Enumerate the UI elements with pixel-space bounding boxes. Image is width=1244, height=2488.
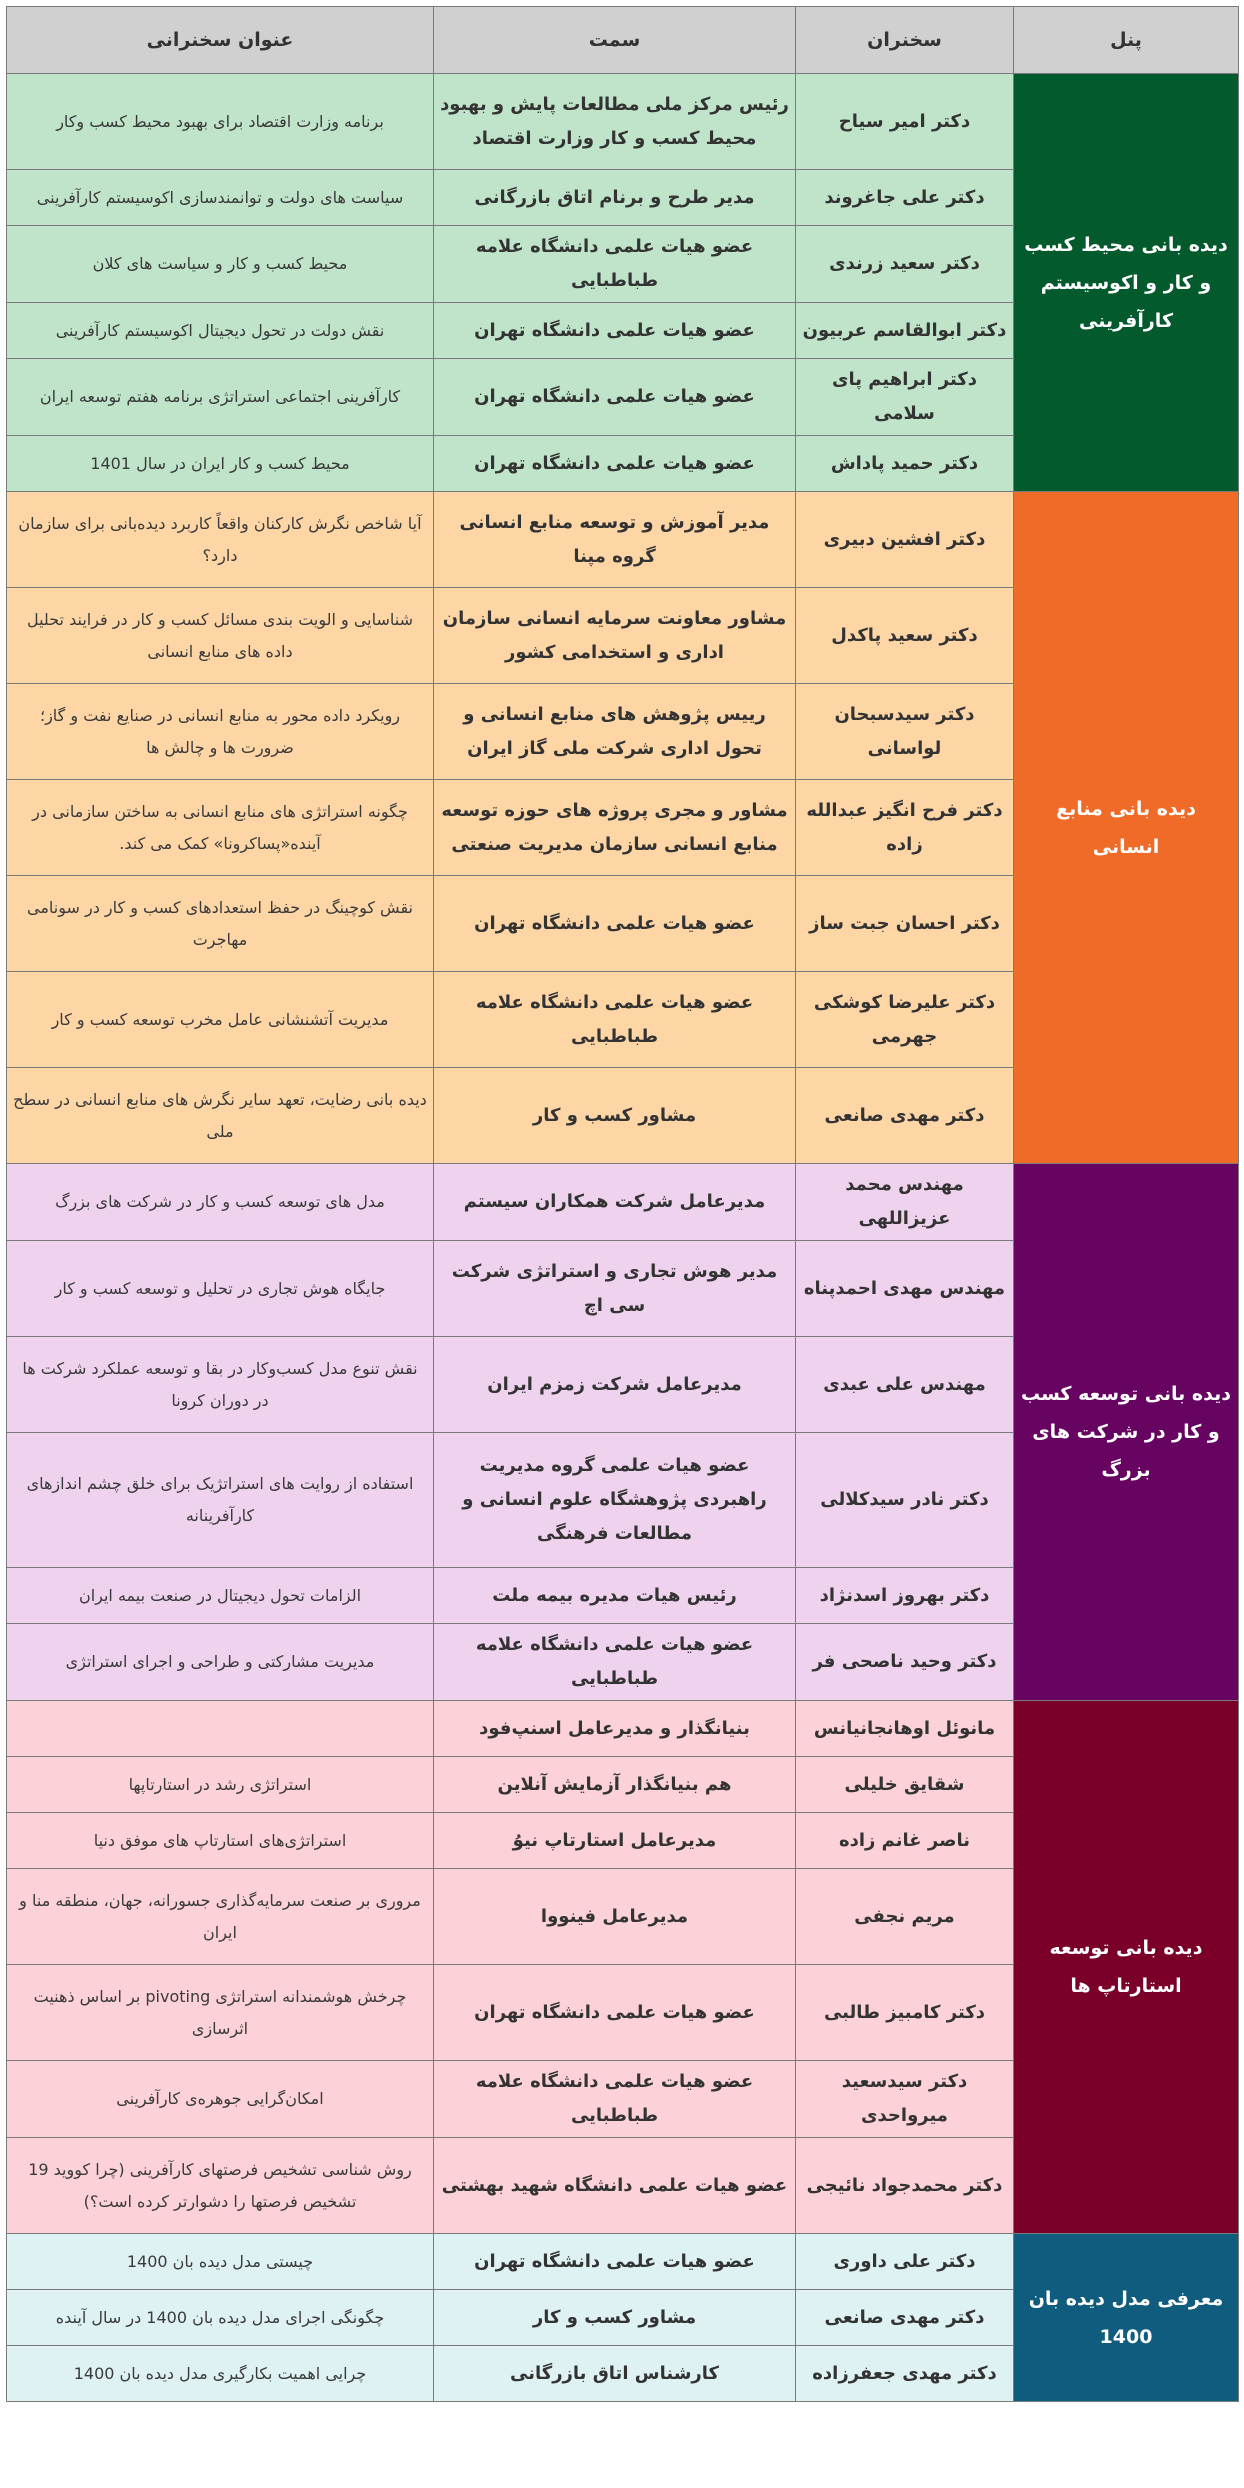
position-cell: مشاور کسب و کار	[434, 1068, 796, 1164]
topic-cell: چگونه استراتژی های منابع انسانی به ساختن سازمانی در آینده«پساکرونا» کمک می کند.	[7, 780, 434, 876]
topic-cell: چرخش هوشمندانه استراتژی pivoting بر اساس ذهنیت اثرسازی	[7, 1965, 434, 2061]
position-cell: عضو هیات علمی دانشگاه علامه طباطبایی	[434, 226, 796, 303]
schedule-table	[6, 6, 1239, 2402]
topic-cell: استراتژی رشد در استارتاپها	[7, 1757, 434, 1813]
header-panel: پنل	[1014, 7, 1239, 74]
speaker-cell: دکتر علیرضا کوشکی جهرمی	[796, 972, 1014, 1068]
position-cell: عضو هیات علمی دانشگاه علامه طباطبایی	[434, 1624, 796, 1701]
speaker-cell: دکتر محمدجواد نائیجی	[796, 2138, 1014, 2234]
position-cell: عضو هیات علمی دانشگاه تهران	[434, 359, 796, 436]
topic-cell: مدل های توسعه کسب و کار در شرکت های بزرگ	[7, 1164, 434, 1241]
topic-cell: چیستی مدل دیده بان 1400	[7, 2234, 434, 2290]
schedule-body	[7, 74, 1239, 2402]
topic-cell: مدیریت آتشنشانی عامل مخرب توسعه کسب و کار	[7, 972, 434, 1068]
topic-cell: برنامه وزارت اقتصاد برای بهبود محیط کسب وکار	[7, 74, 434, 170]
speaker-cell: دکتر علی جاغروند	[796, 170, 1014, 226]
topic-cell: رویکرد داده محور به منابع انسانی در صنایع نفت و گاز؛ ضرورت ها و چالش ها	[7, 684, 434, 780]
speaker-cell: دکتر علی داوری	[796, 2234, 1014, 2290]
speaker-cell: دکتر وحید ناصحی فر	[796, 1624, 1014, 1701]
topic-cell: آیا شاخص نگرش کارکنان واقعاً کاربرد دیده‌بانی برای سازمان دارد؟	[7, 492, 434, 588]
speaker-cell: دکتر نادر سیدکلالی	[796, 1433, 1014, 1568]
speaker-cell: دکتر ابراهیم پای سلامی	[796, 359, 1014, 436]
position-cell: مدیر آموزش و توسعه منابع انسانی گروه مپنا	[434, 492, 796, 588]
table-row	[7, 74, 1239, 170]
speaker-cell: مهندس مهدی احمدپناه	[796, 1241, 1014, 1337]
topic-cell: امکان‌گرایی جوهره‌ی کارآفرینی	[7, 2061, 434, 2138]
speaker-cell: شقایق خلیلی	[796, 1757, 1014, 1813]
topic-cell: نقش دولت در تحول دیجیتال اکوسیستم کارآفرینی	[7, 303, 434, 359]
position-cell: مدیرعامل شرکت همکاران سیستم	[434, 1164, 796, 1241]
speaker-cell: دکتر سعید زرندی	[796, 226, 1014, 303]
speaker-cell: دکتر کامبیز طالبی	[796, 1965, 1014, 2061]
position-cell: مشاور معاونت سرمایه انسانی سازمان اداری و استخدامی کشور	[434, 588, 796, 684]
topic-cell: شناسایی و الویت بندی مسائل کسب و کار در فرایند تحلیل داده های منابع انسانی	[7, 588, 434, 684]
position-cell: عضو هیات علمی دانشگاه علامه طباطبایی	[434, 972, 796, 1068]
position-cell: مدیرعامل فینووا	[434, 1869, 796, 1965]
speaker-cell: دکتر سعید پاکدل	[796, 588, 1014, 684]
speaker-cell: دکتر سیدسعید میرواحدی	[796, 2061, 1014, 2138]
position-cell: عضو هیات علمی گروه مدیریت راهبردی پژوهشگاه علوم انسانی و مطالعات فرهنگی	[434, 1433, 796, 1568]
topic-cell: مروری بر صنعت سرمایه‌گذاری جسورانه، جهان، منطقه منا و ایران	[7, 1869, 434, 1965]
position-cell: رئیس هیات مدیره بیمه ملت	[434, 1568, 796, 1624]
speaker-cell: مهندس محمد عزیزاللهی	[796, 1164, 1014, 1241]
position-cell: مدیر هوش تجاری و استراتژی شرکت سی اچ	[434, 1241, 796, 1337]
speaker-cell: دکتر افشین دبیری	[796, 492, 1014, 588]
panel-cell: دیده بانی توسعه استارتاپ ها	[1014, 1701, 1239, 2234]
header-position: سمت	[434, 7, 796, 74]
position-cell: عضو هیات علمی دانشگاه تهران	[434, 436, 796, 492]
topic-cell: سیاست های دولت و توانمندسازی اکوسیستم کارآفرینی	[7, 170, 434, 226]
speaker-cell: مهندس علی عبدی	[796, 1337, 1014, 1433]
speaker-cell: دکتر مهدی صانعی	[796, 2290, 1014, 2346]
speaker-cell: دکتر حمید پاداش	[796, 436, 1014, 492]
position-cell: عضو هیات علمی دانشگاه تهران	[434, 1965, 796, 2061]
topic-cell: چگونگی اجرای مدل دیده بان 1400 در سال آینده	[7, 2290, 434, 2346]
topic-cell: کارآفرینی اجتماعی استراتژی برنامه هفتم توسعه ایران	[7, 359, 434, 436]
position-cell: عضو هیات علمی دانشگاه تهران	[434, 303, 796, 359]
speaker-cell: دکتر بهروز اسدنژاد	[796, 1568, 1014, 1624]
panel-cell: دیده بانی منابع انسانی	[1014, 492, 1239, 1164]
topic-cell: محیط کسب و کار و سیاست های کلان	[7, 226, 434, 303]
topic-cell: چرایی اهمیت بکارگیری مدل دیده بان 1400	[7, 2346, 434, 2402]
speaker-cell: دکتر مهدی صانعی	[796, 1068, 1014, 1164]
header-row	[7, 7, 1239, 74]
topic-cell: الزامات تحول دیجیتال در صنعت بیمه ایران	[7, 1568, 434, 1624]
position-cell: رئیس مرکز ملی مطالعات پایش و بهبود محیط کسب و کار وزارت اقتصاد	[434, 74, 796, 170]
position-cell: مشاور کسب و کار	[434, 2290, 796, 2346]
panel-cell: دیده بانی محیط کسب و کار و اکوسیستم کارآفرینی	[1014, 74, 1239, 492]
position-cell: عضو هیات علمی دانشگاه تهران	[434, 876, 796, 972]
position-cell: بنیانگذار و مدیرعامل اسنپ‌فود	[434, 1701, 796, 1757]
topic-cell: روش شناسی تشخیص فرصتهای کارآفرینی (چرا کووید 19 تشخیص فرصتها را دشوارتر کرده است؟)	[7, 2138, 434, 2234]
topic-cell: استراتژی‌های استارتاپ های موفق دنیا	[7, 1813, 434, 1869]
table-row	[7, 1164, 1239, 1241]
speaker-cell: دکتر مهدی جعفرزاده	[796, 2346, 1014, 2402]
topic-cell: دیده بانی رضایت، تعهد سایر نگرش های منابع انسانی در سطح ملی	[7, 1068, 434, 1164]
speaker-cell: دکتر سیدسبحان لواسانی	[796, 684, 1014, 780]
position-cell: هم بنیانگذار آزمایش آنلاین	[434, 1757, 796, 1813]
speaker-cell: مریم نجفی	[796, 1869, 1014, 1965]
topic-cell: محیط کسب و کار ایران در سال 1401	[7, 436, 434, 492]
position-cell: رییس پژوهش های منابع انسانی و تحول اداری شرکت ملی گاز ایران	[434, 684, 796, 780]
header-speaker: سخنران	[796, 7, 1014, 74]
position-cell: عضو هیات علمی دانشگاه تهران	[434, 2234, 796, 2290]
table-row	[7, 492, 1239, 588]
speaker-cell: دکتر احسان جبت ساز	[796, 876, 1014, 972]
topic-cell: جایگاه هوش تجاری در تحلیل و توسعه کسب و کار	[7, 1241, 434, 1337]
speaker-cell: دکتر فرح انگیز عبدالله زاده	[796, 780, 1014, 876]
panel-cell: دیده بانی توسعه کسب و کار در شرکت های بزرگ	[1014, 1164, 1239, 1701]
panel-cell: معرفی مدل دیده بان 1400	[1014, 2234, 1239, 2402]
speaker-cell: ناصر غانم زاده	[796, 1813, 1014, 1869]
topic-cell: استفاده از روایت های استراتژیک برای خلق چشم اندازهای کارآفرینانه	[7, 1433, 434, 1568]
speaker-cell: مانوئل اوهانجانیانس	[796, 1701, 1014, 1757]
position-cell: مدیرعامل استارتاپ نیوُ	[434, 1813, 796, 1869]
position-cell: مدیر طرح و برنام اتاق بازرگانی	[434, 170, 796, 226]
topic-cell	[7, 1701, 434, 1757]
table-row	[7, 2234, 1239, 2290]
position-cell: کارشناس اتاق بازرگانی	[434, 2346, 796, 2402]
speaker-cell: دکتر امیر سیاح	[796, 74, 1014, 170]
topic-cell: نقش کوچینگ در حفظ استعدادهای کسب و کار در سونامی مهاجرت	[7, 876, 434, 972]
speaker-cell: دکتر ابوالقاسم عربیون	[796, 303, 1014, 359]
position-cell: مشاور و مجری پروژه های حوزه توسعه منابع انسانی سازمان مدیریت صنعتی	[434, 780, 796, 876]
position-cell: عضو هیات علمی دانشگاه شهید بهشتی	[434, 2138, 796, 2234]
topic-cell: نقش تنوع مدل کسب‌وکار در بقا و توسعه عملکرد شرکت ها در دوران کرونا	[7, 1337, 434, 1433]
header-topic: عنوان سخنرانی	[7, 7, 434, 74]
position-cell: عضو هیات علمی دانشگاه علامه طباطبایی	[434, 2061, 796, 2138]
topic-cell: مدیریت مشارکتی و طراحی و اجرای استراتژی	[7, 1624, 434, 1701]
table-row	[7, 1701, 1239, 1757]
position-cell: مدیرعامل شرکت زمزم ایران	[434, 1337, 796, 1433]
